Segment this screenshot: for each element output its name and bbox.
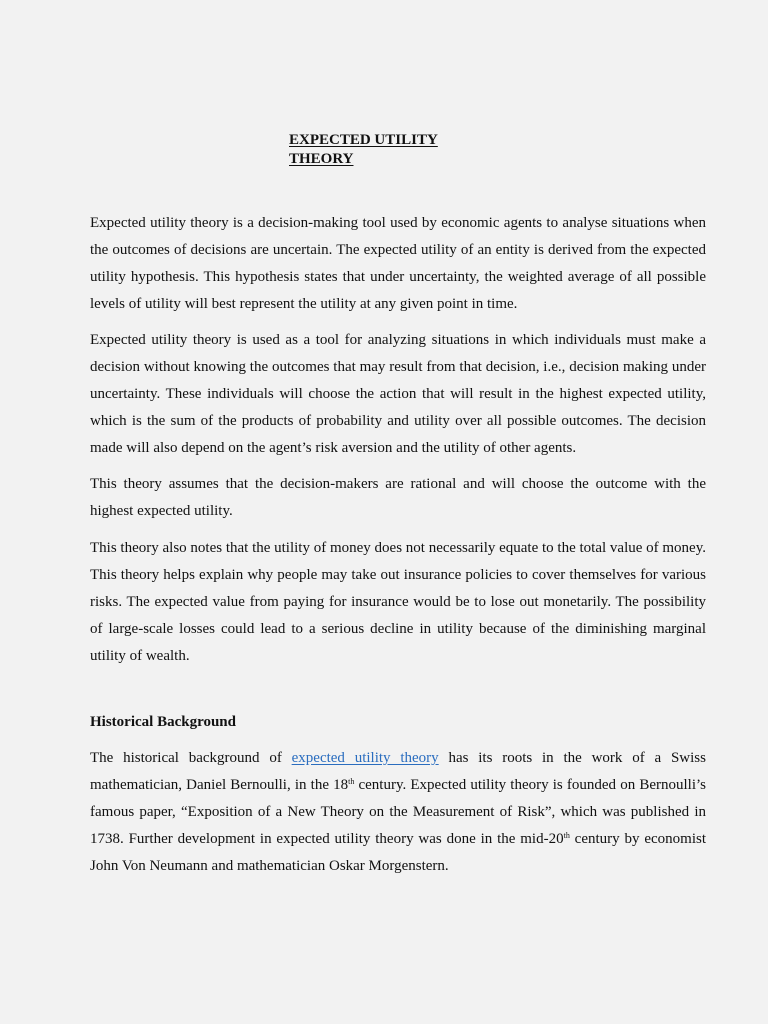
expected-utility-theory-link[interactable]: expected utility theory [291, 750, 439, 766]
history-mid: century. Expected utility theory is founded on Bernoulli’s famous paper, “Exposition of a New Theory on the Measurement of Risk”, which was published in 1738. Further development in expected utility theory was done in the mid-20 [90, 777, 706, 847]
paragraph-1 [90, 210, 706, 318]
paragraph-text: This theory assumes that the decision-makers are rational and will choose the outcome with the highest expected utility. [90, 476, 706, 519]
paragraph-text: This theory also notes that the utility of money does not necessarily equate to the total value of money. This theory helps explain why people may take out insurance policies to cover themselves for various risks. The expected value from paying for insurance would be to lose out monetarily. The possibility of large-scale losses could lead to a serious decline in utility because of the diminishing marginal utility of wealth. [90, 540, 706, 664]
history-end: century by economist John Von Neumann and mathematician Oskar Morgenstern. [90, 831, 706, 874]
superscript-th: th [563, 831, 570, 840]
title-line-1: EXPECTED UTILITY [289, 132, 438, 148]
title-line-2: THEORY [289, 151, 354, 167]
paragraph-text [90, 745, 706, 880]
paragraph-2 [90, 327, 706, 462]
document-title [289, 131, 489, 169]
paragraph-4 [90, 535, 706, 670]
paragraph-history [90, 745, 706, 880]
paragraph-text: Expected utility theory is a decision-making tool used by economic agents to analyse situations when the outcomes of decisions are uncertain. The expected utility of an entity is derived from the expected utility hypothesis. This hypothesis states that under uncertainty, the weighted average of all possible levels of utility will best represent the utility at any given point in time. [90, 215, 706, 312]
superscript-th: th [348, 777, 355, 786]
history-intro: The historical background of [90, 750, 292, 766]
paragraph-text: Expected utility theory is used as a tool for analyzing situations in which individuals must make a decision without knowing the outcomes that may result from that decision, i.e., decision making under uncertainty. These individuals will choose the action that will result in the highest expected utility, which is the sum of the products of probability and utility over all possible outcomes. The decision made will also depend on the agent’s risk aversion and the utility of other agents. [90, 332, 706, 456]
paragraph-3 [90, 471, 706, 525]
section-heading-historical-background: Historical Background [90, 714, 236, 730]
history-after-link: has its roots in the work of a Swiss mathematician, Daniel Bernoulli, in the 18 [90, 750, 706, 793]
